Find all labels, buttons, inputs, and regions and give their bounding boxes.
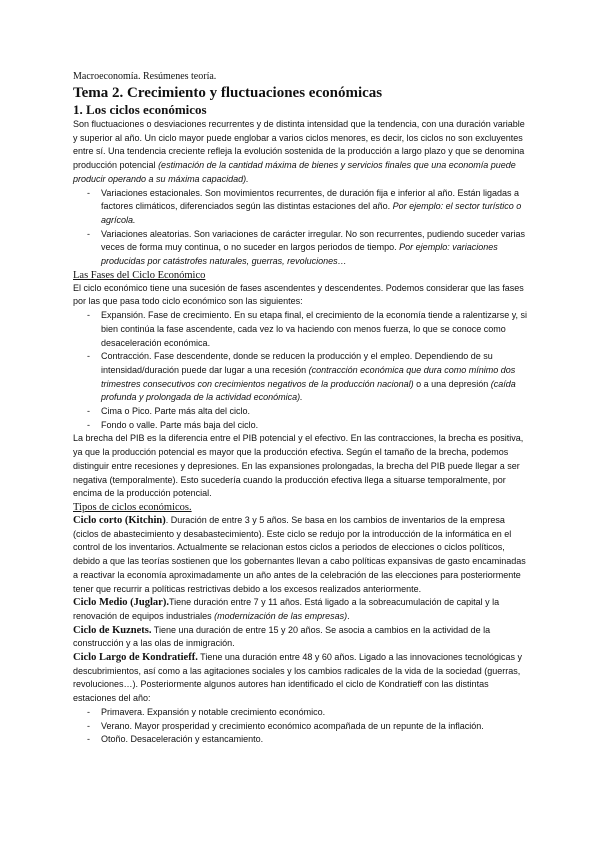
page-title: Tema 2. Crecimiento y fluctuaciones económicas xyxy=(73,85,383,101)
document-page xyxy=(73,70,531,747)
phase-text: Cima o Pico. Parte más alta del ciclo. xyxy=(101,406,251,417)
list-item: - Verano. Mayor prosperidad y crecimiento económico acompañada de un repunte de la inflación. xyxy=(73,720,531,734)
kuznets-text: Tiene una duración de entre 15 y 20 años. Se asocia a cambios en la actividad de la construcción y a las olas de inmigración. xyxy=(73,624,491,649)
phase-text: Expansión. Fase de crecimiento. En su etapa final, el crecimiento de la economía tiende a ralentizarse y, si bien continúa la fase ascendente, cada vez lo va haciendo con menos fuerza, lo que se conoce como desaceleración económica. xyxy=(101,310,528,348)
section-heading-ciclos: 1. Los ciclos económicos xyxy=(73,102,207,117)
list-item xyxy=(73,187,531,228)
phases-list xyxy=(73,309,531,432)
intro-text: Son fluctuaciones o desviaciones recurrentes y de distinta intensidad que la tendencia, con una duración variable y superior al año. Un ciclo mayor puede englobar a varios ciclos menores, es decir, los ciclos no son excluyentes entre sí. Una tendencia creciente refleja la evolución sostenida de la producción a largo plazo y que se denomina producción potencial xyxy=(73,119,525,171)
kitchin-label: Ciclo corto (Kitchin) xyxy=(73,514,166,526)
variation-example: Por ejemplo: el sector turístico o agrícola. xyxy=(101,201,522,225)
list-item xyxy=(73,309,531,350)
phase-emphasis-2: (caída profunda y prolongada de la actividad económica). xyxy=(101,378,516,403)
list-item xyxy=(73,228,531,269)
juglar-paragraph xyxy=(73,596,531,623)
variation-example: Por ejemplo: variaciones producidas por catástrofes naturales, guerras, revoluciones… xyxy=(101,242,498,267)
kondratieff-label: Ciclo Largo de Kondratieff. xyxy=(73,652,198,664)
intro-emphasis: (estimación de la cantidad máxima de bienes y servicios finales que una economía puede producir operando a su máxima capacidad). xyxy=(73,160,516,184)
phases-heading: Las Fases del Ciclo Económico xyxy=(73,269,206,281)
juglar-label: Ciclo Medio (Juglar). xyxy=(73,597,169,609)
gdp-gap-paragraph: La brecha del PIB es la diferencia entre el PIB potencial y el efectivo. En las contracciones, la brecha es positiva, ya que la producción potencial es mayor que la producción efectiva. Según el tamaño de la brecha, podemos distinguir entre recesiones y depresiones. En las expansiones prolongadas, la brecha del PIB puede llegar a ser negativa (temporalmente). Esto sucedería cuando la producción efectiva llega a situarse temporalmente, por encima de la producción potencial. xyxy=(73,433,524,499)
list-item xyxy=(73,419,531,433)
types-heading: Tipos de ciclos económicos. xyxy=(73,501,192,513)
juglar-emphasis: (modernización de las empresas) xyxy=(214,610,348,621)
list-item: - Otoño. Desaceleración y estancamiento. xyxy=(73,733,531,747)
section-intro-paragraph xyxy=(73,118,531,187)
phase-tail: o a una depresión xyxy=(413,378,491,389)
kuznets-paragraph xyxy=(73,624,531,651)
document-subtitle: Macroeconomía. Resúmenes teoría. xyxy=(73,71,217,82)
phase-emphasis: (contracción económica que dura como mínimo dos trimestres consecutivos con crecimientos negativos de la producción nacional) xyxy=(101,364,516,389)
seasons-list xyxy=(73,706,531,747)
phases-intro-paragraph: El ciclo económico tiene una sucesión de fases ascendentes y descendentes. Podemos considerar que las fases por las que pasa todo ciclo económico son las siguientes: xyxy=(73,282,524,307)
list-item xyxy=(73,350,531,405)
list-item: - Primavera. Expansión y notable crecimiento económico. xyxy=(73,706,531,720)
kondratieff-paragraph xyxy=(73,651,531,706)
kitchin-paragraph xyxy=(73,514,531,596)
variation-text: Variaciones aleatorias. Son variaciones de carácter irregular. No son recurrentes, pudiendo suceder varias veces de forma muy continua, o no suceder en largos periodos de tiempo. xyxy=(101,228,526,253)
phase-text: Contracción. Fase descendente, donde se reducen la producción y el empleo. Dependiendo de su intensidad/duración puede dar lugar a una recesión xyxy=(101,351,493,375)
variation-text: Variaciones estacionales. Son movimientos recurrentes, de duración fija e inferior al año. Están ligadas a factores climáticos, diferenciados según las distintas estaciones del año. xyxy=(101,187,520,212)
list-item xyxy=(73,405,531,419)
kuznets-label: Ciclo de Kuznets. xyxy=(73,624,152,636)
kondratieff-text: Tiene una duración entre 48 y 60 años. Ligado a las innovaciones tecnológicas y descubrimientos, así como a las agitaciones sociales y los cambios radicales de la vida de la sociedad (guerras, revoluciones…). Posteriormente algunos autores han identificado el ciclo de Kondratieff con las distintas estaciones del año: xyxy=(73,652,523,704)
juglar-tail: . xyxy=(347,610,350,621)
kitchin-text: . Duración de entre 3 y 5 años. Se basa en los cambios de inventarios de la empresa (ciclos de abastecimiento y desabastecimiento). Este ciclo se redujo por la introducción de la informática en el control de los inventarios. Actualmente se relacionan estos ciclos a periodos de elecciones o ciclos políticos, debido a que las teorías sostienen que los gobernantes llevan a cabo políticas expansivas de gasto encaminadas a reactivar la economía aproximadamente un año antes de la celebración de las elecciones para posteriormente tener que recurrir a políticas restrictivas debido a los excesos realizados anteriormente. xyxy=(73,514,526,594)
phase-text: Fondo o valle. Parte más baja del ciclo. xyxy=(101,419,259,430)
variations-list xyxy=(73,187,531,269)
juglar-text: Tiene duración entre 7 y 11 años. Está ligado a la sobreacumulación de capital y la renovación de equipos industriales xyxy=(73,597,500,621)
